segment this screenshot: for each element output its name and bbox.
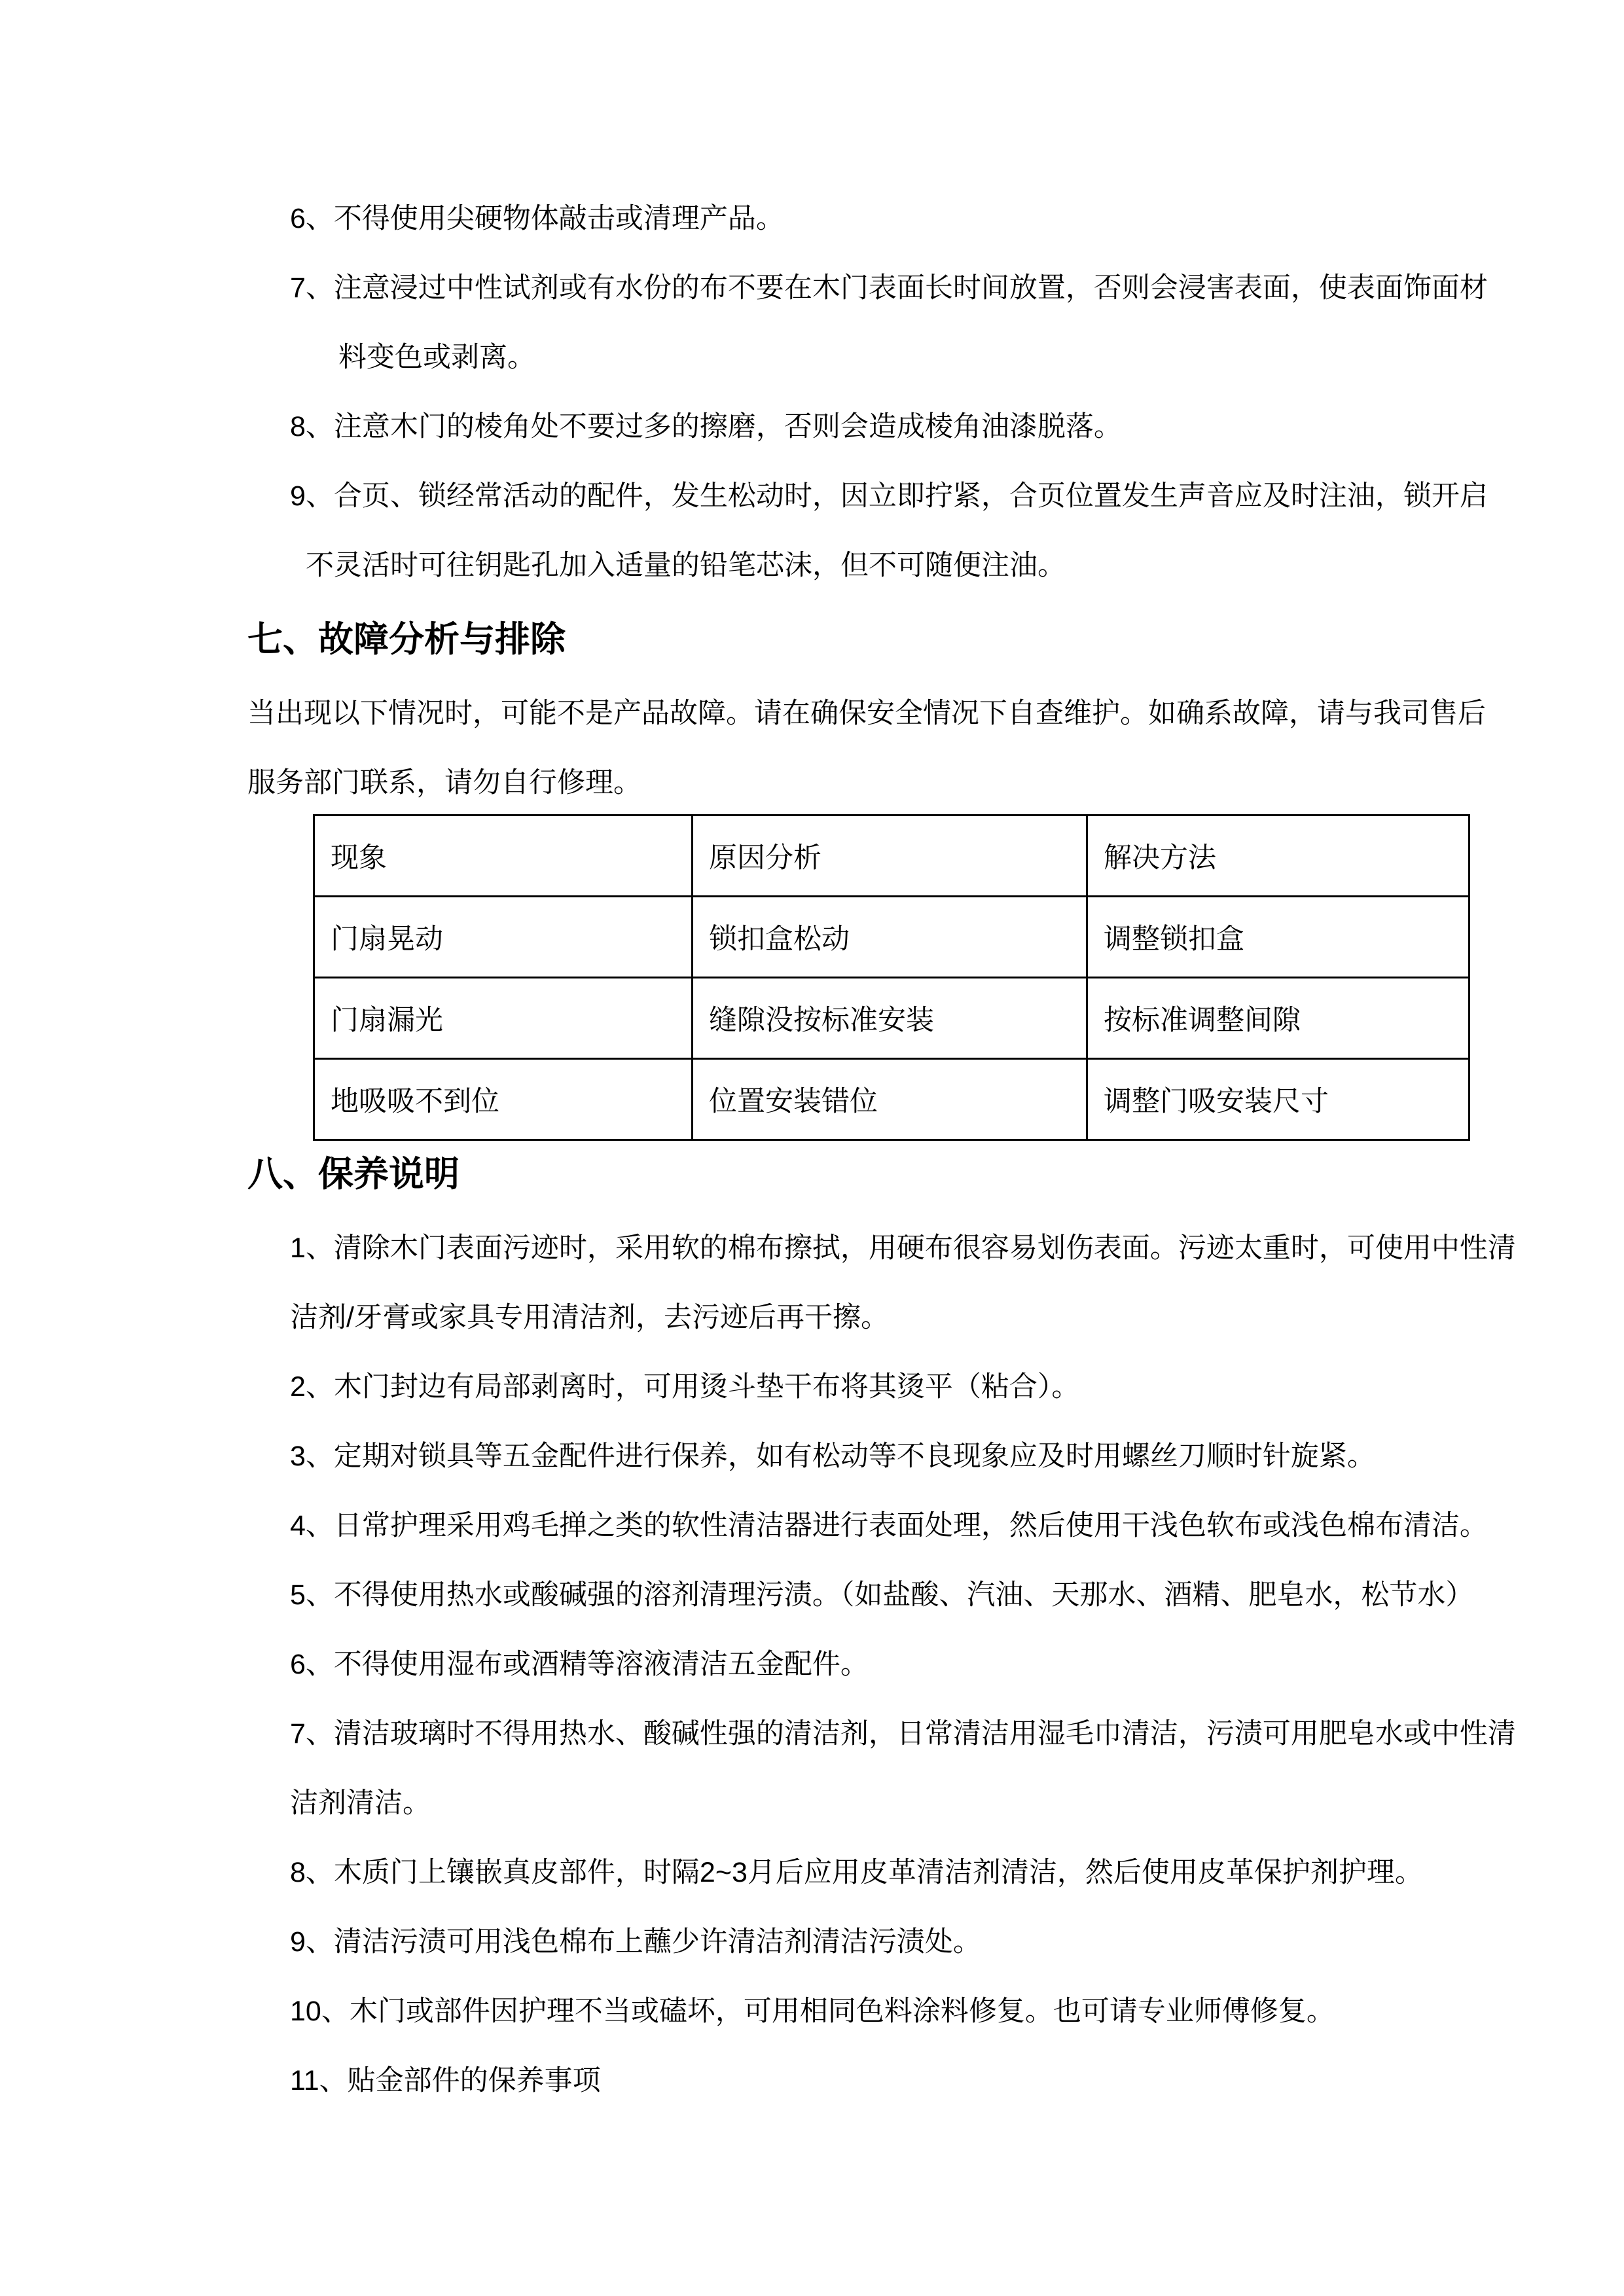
list-item [290,270,1524,306]
maintenance-list [247,1230,1524,2099]
item-number: 9、 [290,1926,334,1958]
table-header-solution: 解决方法 [1087,816,1470,897]
item-text: 木质门上镶嵌真皮部件，时隔2~3月后应用皮革清洁剂清洁，然后使用皮革保护剂护理。 [333,1857,1423,1888]
paragraph-line: 当出现以下情况时，可能不是产品故障。请在确保安全情况下自查维护。如确系故障，请与我司售后 [247,698,1486,729]
item-number: 10、 [290,1996,350,2027]
table-row [314,1059,1470,1140]
item-text: 注意木门的棱角处不要过多的擦磨，否则会造成棱角油漆脱落。 [333,411,1122,442]
list-item [290,1715,1524,1752]
item-number: 7、 [290,272,334,304]
item-text: 不得使用尖硬物体敲击或清理产品。 [333,203,784,234]
item-number: 6、 [290,1649,334,1680]
table-cell: 门扇晃动 [314,897,693,978]
item-number: 8、 [290,1857,334,1888]
list-item [290,2062,1524,2099]
list-item [290,1646,1524,1683]
item-number: 3、 [290,1441,334,1472]
page-content [247,200,1524,2132]
table-cell: 位置安装错位 [693,1059,1087,1140]
table-header-row [314,816,1470,897]
table-cell: 按标准调整间隙 [1087,978,1470,1059]
item-text: 木门或部件因护理不当或磕坏，可用相同色料涂料修复。也可请专业师傅修复。 [349,1996,1335,2027]
table-header-phenomenon: 现象 [314,816,693,897]
list-item [290,1438,1524,1475]
troubleshooting-table [313,814,1470,1141]
list-item [290,1369,1524,1405]
table-header-cause: 原因分析 [693,816,1087,897]
item-text-continuation: 不灵活时可往钥匙孔加入适量的铅笔芯沫，但不可随便注油。 [306,550,1066,581]
carryover-list [247,200,1524,584]
list-item [290,1230,1524,1266]
item-text: 清除木门表面污迹时，采用软的棉布擦拭，用硬布很容易划伤表面。污迹太重时，可使用中性清 [333,1232,1516,1264]
item-number: 1、 [290,1232,334,1264]
item-number: 2、 [290,1371,334,1403]
item-number: 8、 [290,411,334,442]
item-text-continuation: 洁剂/牙膏或家具专用清洁剂，去污迹后再干擦。 [290,1302,889,1333]
item-text: 定期对锁具等五金配件进行保养，如有松动等不良现象应及时用螺丝刀顺时针旋紧。 [333,1441,1375,1472]
item-number: 11、 [290,2065,348,2096]
item-text: 清洁玻璃时不得用热水、酸碱性强的清洁剂，日常清洁用湿毛巾清洁，污渍可用肥皂水或中性清 [333,1718,1516,1749]
list-item [290,1577,1524,1613]
item-number: 9、 [290,480,334,512]
item-text-continuation: 洁剂清洁。 [290,1787,431,1819]
item-text: 不得使用湿布或酒精等溶液清洁五金配件。 [333,1649,869,1680]
list-item [290,1924,1524,1960]
item-text: 注意浸过中性试剂或有水份的布不要在木门表面长时间放置，否则会浸害表面，使表面饰面材 [333,272,1488,304]
table-row [314,978,1470,1059]
list-item [290,200,1524,237]
item-text: 不得使用热水或酸碱强的溶剂清理污渍。（如盐酸、汽油、天那水、酒精、肥皂水，松节水） [333,1579,1474,1611]
list-item [290,1854,1524,1891]
table-cell: 调整锁扣盒 [1087,897,1470,978]
item-text-continuation: 料变色或剥离。 [338,342,535,373]
item-number: 7、 [290,1718,334,1749]
list-item [290,478,1524,514]
table-cell: 调整门吸安装尺寸 [1087,1059,1470,1140]
table-cell: 锁扣盒松动 [693,897,1087,978]
table-cell: 地吸吸不到位 [314,1059,693,1140]
item-text: 木门封边有局部剥离时，可用烫斗垫干布将其烫平（粘合）。 [333,1371,1080,1403]
list-item [290,1507,1524,1544]
item-text: 日常护理采用鸡毛掸之类的软性清洁器进行表面处理，然后使用干浅色软布或浅色棉布清洁。 [333,1510,1488,1541]
table-cell: 缝隙没按标准安装 [693,978,1087,1059]
item-number: 5、 [290,1579,334,1611]
item-text: 清洁污渍可用浅色棉布上蘸少许清洁剂清洁污渍处。 [333,1926,981,1958]
item-text: 贴金部件的保养事项 [347,2065,601,2096]
list-item [290,408,1524,445]
section-heading-fault-analysis: 七、故障分析与排除 [247,620,566,659]
item-number: 4、 [290,1510,334,1541]
table-row [314,897,1470,978]
table-cell: 门扇漏光 [314,978,693,1059]
paragraph-line: 服务部门联系，请勿自行修理。 [247,767,641,798]
item-number: 6、 [290,203,334,234]
list-item [290,1993,1524,2030]
item-text: 合页、锁经常活动的配件，发生松动时，因立即拧紧，合页位置发生声音应及时注油，锁开启 [333,480,1488,512]
section-heading-maintenance: 八、保养说明 [247,1155,460,1194]
